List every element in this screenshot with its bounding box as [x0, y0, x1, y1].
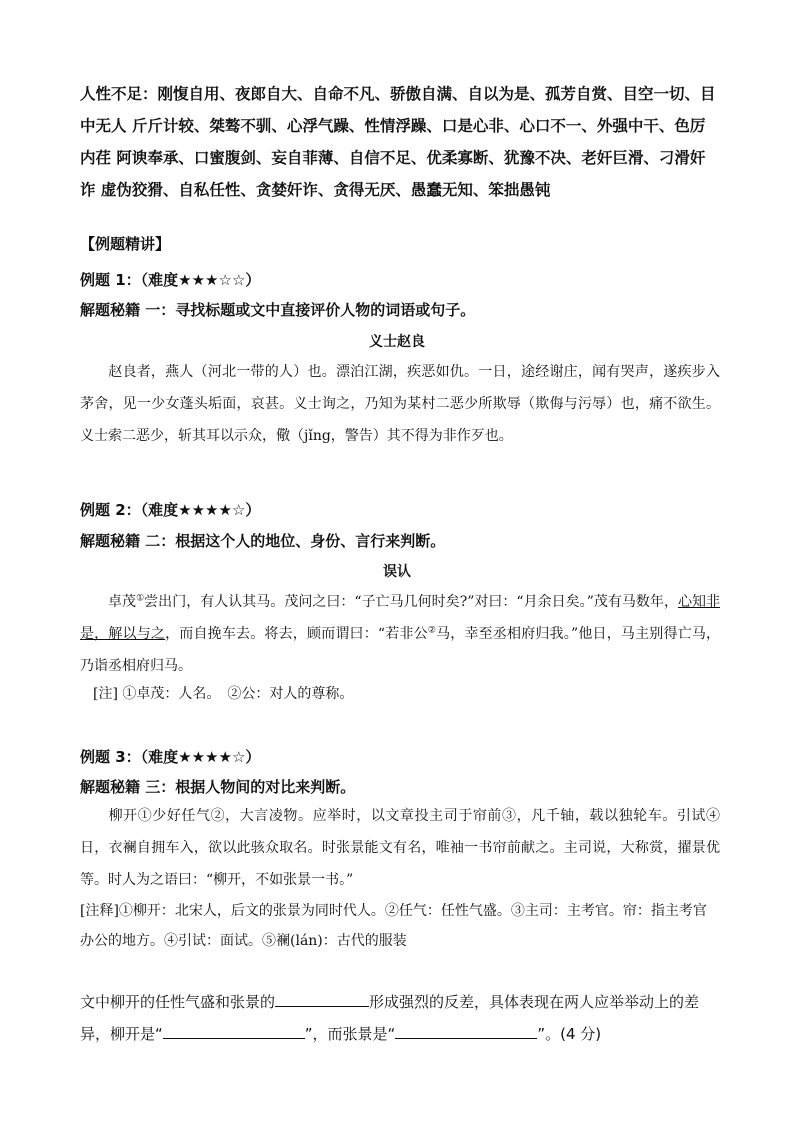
answer-blank-2[interactable] — [163, 1024, 305, 1039]
example-2-underlined-phrase: 心知非是，解以与之 — [80, 594, 721, 642]
question-paragraph — [80, 986, 720, 1050]
example-2-title: 误认 — [383, 564, 411, 580]
example-1-title: 义士赵良 — [369, 334, 425, 350]
example-2-text-d: 马，幸至丞相府归我。”他日，马主别得亡马，乃诣丞相府归马。 — [80, 626, 721, 674]
section-heading: 【例题精讲】 — [80, 235, 171, 253]
example-2-tip: 解题秘籍 二：根据这个人的地位、身份、言行来判断。 — [80, 532, 446, 550]
example-2-text-c: ，而自挽车去。将去，顾而谓曰：“若非公 — [165, 626, 428, 642]
question-text-3: ”，而张景是“ — [304, 1025, 396, 1043]
example-3-note: [注释]①柳开：北宋人，后文的张景为同时代人。②任气：任性气盛。③主司：主考官。帘：指主考官办公的地方。④引试：面试。⑤襕(lán)：古代的服装 — [80, 903, 707, 949]
question-text-2: 形成强烈的反差，具体表现在两人应举举动上的差异，柳开是“ — [80, 993, 700, 1043]
example-3-tip: 解题秘籍 三：根据人物间的对比来判断。 — [80, 778, 356, 796]
example-1-passage-text: 赵良者，燕人（河北一带的人）也。漂泊江湖，疾恶如仇。一日，途经谢庄，闻有哭声，遂疾步入茅舍，见一少女蓬头垢面，哀甚。义士询之，乃知为某村二恶少所欺辱（欺侮与污辱）也，痛不欲生。义士索二恶少，斩其耳以示众，儆（jǐng，警告）其不得为非作歹也。 — [80, 364, 720, 444]
example-2-heading: 例题 2：（难度★★★★☆） — [80, 501, 261, 519]
example-2-note: [注] ①卓茂：人名。 ②公：对人的尊称。 — [93, 686, 354, 702]
example-3-heading: 例题 3：（难度★★★★☆） — [80, 748, 261, 766]
question-text-4: ”。(4 分) — [537, 1025, 602, 1043]
answer-blank-3[interactable] — [395, 1024, 537, 1039]
footnote-marker-2: ② — [427, 625, 437, 636]
traits-paragraph: 人性不足：刚愎自用、夜郎自大、自命不凡、骄傲自满、自以为是、孤芳自赏、目空一切、目中无人 斤斤计较、桀骜不驯、心浮气躁、性情浮躁、口是心非、心口不一、外强中干、色厉内荏 阿谀奉承、口蜜腹剑、妄自菲薄、自信不足、优柔寡断、犹豫不决、老奸巨滑、刁滑奸诈 虚伪狡猾、自私任性、贪婪奸诈、贪得无厌、愚蠢无知、笨拙愚钝 — [80, 85, 716, 199]
example-1-tip: 解题秘籍 一：寻找标题或文中直接评价人物的词语或句子。 — [80, 301, 476, 319]
example-3-passage-text: 柳开①少好任气②，大言凌物。应举时，以文章投主司于帘前③，凡千轴，载以独轮车。引试④日，衣襕自拥车入，欲以此骇众取名。时张景能文有名，唯袖一书帘前献之。主司说，大称赏，擢景优等。时人为之语曰：“柳开，不如张景一书。” — [80, 808, 720, 888]
answer-blank-1[interactable] — [275, 992, 369, 1007]
example-2-text-a: 卓茂 — [108, 594, 137, 610]
example-1-heading: 例题 1：（难度★★★☆☆） — [80, 271, 261, 289]
example-2-passage — [80, 586, 720, 682]
footnote-marker-1: ① — [136, 593, 145, 604]
example-1-passage — [80, 356, 720, 452]
example-2-text-b: 尝出门，有人认其马。茂问之曰：“子亡马几何时矣?”对曰：“月余日矣。”茂有马数年， — [144, 594, 678, 610]
example-3-passage — [80, 800, 720, 896]
question-text-1: 文中柳开的任性气盛和张景的 — [80, 993, 276, 1011]
